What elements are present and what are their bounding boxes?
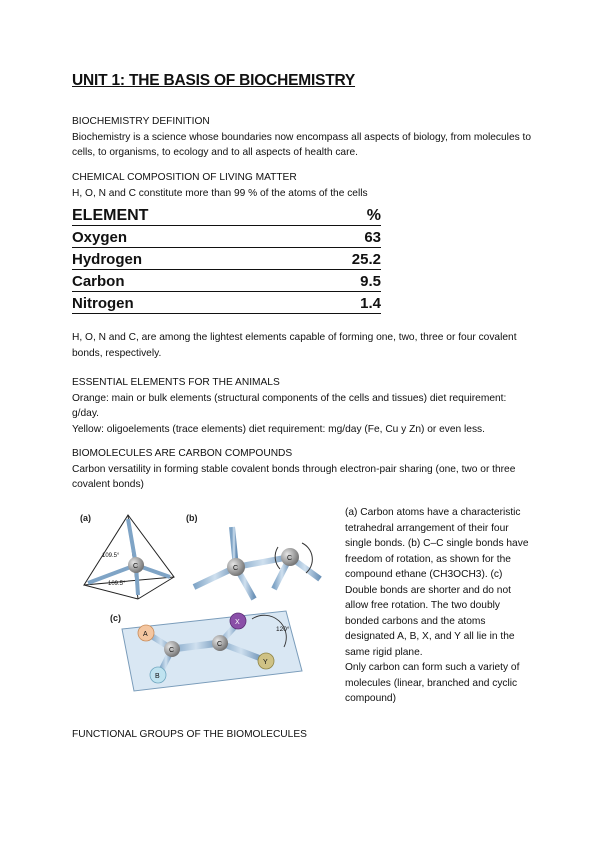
atom-label-b: B bbox=[155, 673, 160, 680]
composition-intro: H, O, N and C constitute more than 99 % of the atoms of the cells bbox=[72, 187, 368, 199]
panel-label-c: (c) bbox=[110, 613, 121, 623]
angle-label: 120° bbox=[276, 626, 290, 633]
table-cell-percent: 9.5 bbox=[296, 270, 381, 292]
element-table bbox=[72, 204, 381, 314]
atom-label: C bbox=[217, 641, 223, 648]
angle-label: 109.5° bbox=[108, 581, 126, 587]
table-row bbox=[72, 226, 381, 248]
tetrahedron-diagram bbox=[80, 513, 174, 599]
biomolecules-section bbox=[72, 446, 532, 493]
table-row bbox=[72, 270, 381, 292]
biomolecules-heading: BIOMOLECULES ARE CARBON COMPOUNDS bbox=[72, 448, 293, 459]
table-cell-element: Carbon bbox=[72, 270, 296, 292]
panel-label-b: (b) bbox=[186, 513, 198, 523]
essential-yellow: Yellow: oligoelements (trace elements) diet requirement: mg/day (Fe, Cu y Zn) or even less. bbox=[72, 423, 485, 435]
atom-label-y: Y bbox=[263, 659, 268, 666]
composition-heading: CHEMICAL COMPOSITION OF LIVING MATTER bbox=[72, 172, 297, 183]
table-header-row bbox=[72, 204, 381, 226]
composition-note bbox=[72, 330, 532, 361]
page-title: UNIT 1: THE BASIS OF BIOCHEMISTRY bbox=[72, 72, 356, 89]
definition-heading: BIOCHEMISTRY DEFINITION bbox=[72, 116, 210, 127]
atom-label: C bbox=[233, 565, 239, 572]
biomolecules-body: Carbon versatility in forming stable covalent bonds through electron-pair sharing (one, two or three covalent bonds) bbox=[72, 463, 516, 490]
definition-body: Biochemistry is a science whose boundaries now encompass all aspects of biology, from molecules to cells, to organisms, to ecology and to all aspects of health care. bbox=[72, 131, 532, 158]
essential-section bbox=[72, 375, 532, 437]
carbon-bonding-figure bbox=[76, 507, 328, 695]
double-bond-diagram bbox=[110, 611, 302, 691]
atom-label: C bbox=[169, 647, 175, 654]
definition-section bbox=[72, 114, 532, 161]
table-cell-percent: 63 bbox=[296, 226, 381, 248]
table-cell-percent: 25.2 bbox=[296, 248, 381, 270]
panel-label-a: (a) bbox=[80, 513, 91, 523]
functional-section bbox=[72, 727, 532, 743]
angle-label: 109.5° bbox=[102, 553, 120, 559]
caption-part1: (a) Carbon atoms have a characteristic tetrahedral arrangement of their four single bonds. (b) C–C single bonds have freedom of rotation, as shown for the compound ethane (CH3OCH3). (c) Double bonds are shorter and do not allow free rotation. The two doubly bonded carbons and the atoms designated A, B, X, and Y all lie in the same rigid plane. bbox=[345, 507, 529, 658]
functional-heading: FUNCTIONAL GROUPS OF THE BIOMOLECULES bbox=[72, 729, 307, 740]
table-row bbox=[72, 292, 381, 314]
atom-label: C bbox=[133, 563, 139, 570]
table-cell-percent: 1.4 bbox=[296, 292, 381, 314]
caption-part2: Only carbon can form such a variety of molecules (linear, branched and cyclic compound) bbox=[345, 662, 520, 704]
table-row bbox=[72, 248, 381, 270]
figure-caption bbox=[345, 505, 535, 707]
composition-note-text: H, O, N and C, are among the lightest elements capable of forming one, two, three or four covalent bonds, respectively. bbox=[72, 332, 517, 359]
atom-label-a: A bbox=[143, 631, 148, 638]
essential-heading: ESSENTIAL ELEMENTS FOR THE ANIMALS bbox=[72, 377, 280, 388]
table-cell-element: Oxygen bbox=[72, 226, 296, 248]
table-cell-element: Nitrogen bbox=[72, 292, 296, 314]
atom-label-x: X bbox=[235, 619, 240, 626]
table-cell-element: Hydrogen bbox=[72, 248, 296, 270]
ethane-diagram bbox=[186, 513, 320, 599]
essential-orange: Orange: main or bulk elements (structural components of the cells and tissues) diet requirement: g/day. bbox=[72, 392, 507, 419]
table-header-percent: % bbox=[296, 204, 381, 226]
atom-label: C bbox=[287, 555, 293, 562]
composition-section bbox=[72, 170, 532, 201]
table-header-element: ELEMENT bbox=[72, 204, 296, 226]
